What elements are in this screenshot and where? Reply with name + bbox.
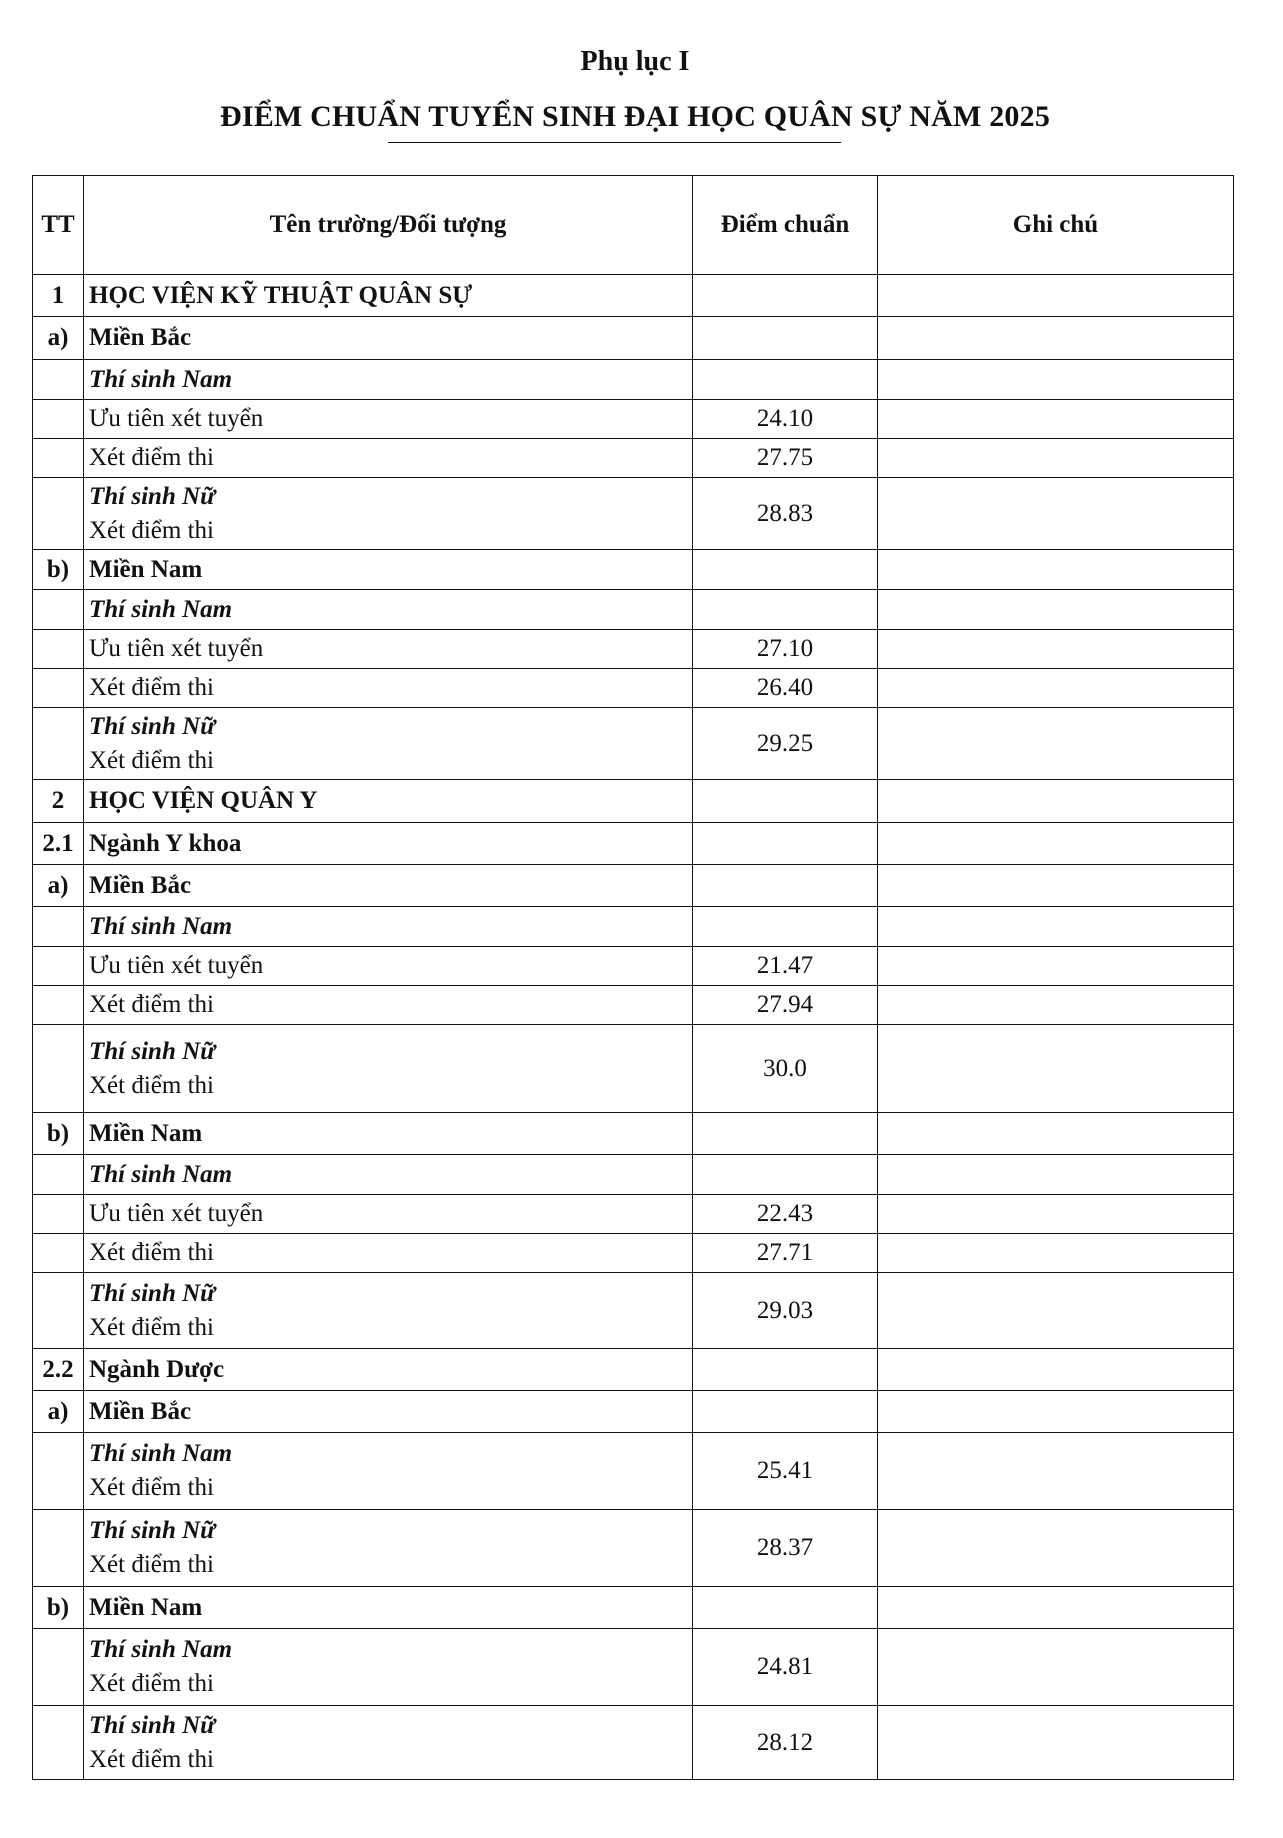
row-score [693,1587,878,1629]
table-row [33,986,1234,1025]
row-tt [33,907,84,947]
row-name [84,1155,693,1195]
row-score: 27.94 [693,986,878,1025]
admission-score-table [32,175,1234,1780]
row-name [84,317,693,360]
row-label: Ưu tiên xét tuyển [89,405,264,432]
row-tt: b) [33,550,84,590]
row-score [693,317,878,360]
row-note [878,907,1234,947]
table-row [33,1433,1234,1510]
table-row [33,400,1234,439]
row-note [878,439,1234,478]
row-label: Thí sinh Nữ [89,1279,216,1307]
row-tt: 2.2 [33,1349,84,1391]
table-row [33,1587,1234,1629]
row-note [878,1025,1234,1113]
row-score [693,865,878,907]
row-tt [33,1025,84,1113]
row-name [84,823,693,865]
row-label: Miền Nam [89,1119,203,1147]
row-sublabel: Xét điểm thi [89,1551,214,1578]
row-score: 29.25 [693,708,878,780]
row-label: Thí sinh Nam [89,1636,233,1663]
row-name [84,1195,693,1234]
row-score: 30.0 [693,1025,878,1113]
row-note [878,1706,1234,1780]
row-score: 24.10 [693,400,878,439]
row-label: Thí sinh Nữ [89,712,216,740]
row-score: 28.12 [693,1706,878,1780]
table-header [33,176,1234,275]
row-note [878,400,1234,439]
row-label: Miền Bắc [89,871,192,899]
row-tt [33,947,84,986]
row-note [878,590,1234,630]
row-tt [33,400,84,439]
row-score: 27.10 [693,630,878,669]
row-tt [33,1273,84,1349]
row-name [84,1349,693,1391]
row-sublabel: Xét điểm thi [89,1745,214,1773]
table-row [33,907,1234,947]
row-label: Thí sinh Nữ [89,1517,216,1544]
row-label: Miền Bắc [89,1397,192,1425]
header-note: Ghi chú [878,176,1234,275]
row-name [84,439,693,478]
row-note [878,708,1234,780]
row-label: Miền Bắc [89,324,192,351]
row-tt: 1 [33,275,84,317]
row-name [84,630,693,669]
table-row [33,478,1234,550]
row-tt [33,1433,84,1510]
row-score [693,823,878,865]
row-note [878,1629,1234,1706]
row-name [84,1510,693,1587]
row-note [878,360,1234,400]
row-name [84,1113,693,1155]
row-name [84,275,693,317]
row-score: 21.47 [693,947,878,986]
row-tt [33,630,84,669]
table-row [33,1195,1234,1234]
row-score [693,590,878,630]
row-tt [33,478,84,550]
table-row [33,1025,1234,1113]
row-tt [33,1234,84,1273]
table-row [33,947,1234,986]
row-score [693,907,878,947]
row-note [878,986,1234,1025]
row-tt [33,1629,84,1706]
row-name [84,1273,693,1349]
row-name [84,360,693,400]
table-row [33,360,1234,400]
header-name: Tên trường/Đối tượng [84,176,693,275]
row-tt [33,439,84,478]
row-label: HỌC VIỆN KỸ THUẬT QUÂN SỰ [89,281,473,309]
row-name [84,669,693,708]
row-label: Thí sinh Nữ [89,482,216,510]
table-row [33,1113,1234,1155]
table-row [33,1234,1234,1273]
table-row [33,439,1234,478]
row-note [878,1155,1234,1195]
row-score: 27.71 [693,1234,878,1273]
row-note [878,317,1234,360]
row-note [878,1433,1234,1510]
row-tt: 2 [33,780,84,823]
row-tt: b) [33,1587,84,1629]
page-title: ĐIỂM CHUẨN TUYỂN SINH ĐẠI HỌC QUÂN SỰ NĂM 2025 [219,100,1051,133]
row-name [84,780,693,823]
row-score [693,1155,878,1195]
row-tt: a) [33,1391,84,1433]
row-sublabel: Xét điểm thi [89,1474,214,1501]
row-note [878,1349,1234,1391]
row-name [84,907,693,947]
row-name [84,1391,693,1433]
row-score [693,780,878,823]
row-label: Ưu tiên xét tuyển [89,952,264,979]
row-tt: 2.1 [33,823,84,865]
row-label: HỌC VIỆN QUÂN Y [89,787,318,814]
row-label: Miền Nam [89,555,203,583]
table-row [33,865,1234,907]
table-row [33,1510,1234,1587]
row-tt: b) [33,1113,84,1155]
row-tt [33,669,84,708]
row-label: Ưu tiên xét tuyển [89,635,264,662]
row-label: Ngành Dược [89,1355,225,1383]
row-note [878,1273,1234,1349]
row-score: 27.75 [693,439,878,478]
row-label: Thí sinh Nữ [89,1711,216,1739]
row-note [878,947,1234,986]
row-name [84,1025,693,1113]
row-note [878,1510,1234,1587]
row-score: 29.03 [693,1273,878,1349]
row-note [878,865,1234,907]
row-name [84,947,693,986]
table-row [33,590,1234,630]
row-label: Xét điểm thi [89,674,214,701]
row-label: Thí sinh Nam [89,1440,233,1467]
row-note [878,1587,1234,1629]
table-row [33,1273,1234,1349]
table-row [33,669,1234,708]
row-name [84,1706,693,1780]
row-label: Thí sinh Nam [89,912,233,940]
row-note [878,1195,1234,1234]
row-name [84,550,693,590]
table-row [33,317,1234,360]
row-sublabel: Xét điểm thi [89,1670,214,1697]
row-score: 28.37 [693,1510,878,1587]
row-label: Ngành Y khoa [89,829,242,857]
row-note [878,275,1234,317]
row-label: Thí sinh Nam [89,365,233,393]
row-label: Miền Nam [89,1593,203,1621]
header-tt: TT [33,176,84,275]
row-name [84,1629,693,1706]
row-score: 25.41 [693,1433,878,1510]
row-tt: a) [33,317,84,360]
row-note [878,1113,1234,1155]
row-sublabel: Xét điểm thi [89,1071,214,1099]
row-label: Thí sinh Nam [89,1160,233,1188]
table-row [33,550,1234,590]
row-name [84,590,693,630]
table-row [33,275,1234,317]
row-name [84,1433,693,1510]
row-note [878,1391,1234,1433]
table-row [33,1706,1234,1780]
row-label: Thí sinh Nam [89,595,233,623]
row-tt [33,590,84,630]
appendix-title: Phụ lục I [580,46,690,77]
row-tt [33,708,84,780]
row-tt [33,1510,84,1587]
table-row [33,1155,1234,1195]
row-note [878,780,1234,823]
row-sublabel: Xét điểm thi [89,1313,214,1341]
table-row [33,1629,1234,1706]
row-label: Xét điểm thi [89,444,214,471]
table-row [33,823,1234,865]
row-score: 24.81 [693,1629,878,1706]
row-note [878,550,1234,590]
row-sublabel: Xét điểm thi [89,516,214,544]
row-name [84,400,693,439]
row-label: Xét điểm thi [89,991,214,1018]
row-tt [33,1155,84,1195]
row-score [693,1391,878,1433]
row-tt [33,1195,84,1234]
row-tt: a) [33,865,84,907]
row-score [693,360,878,400]
row-name [84,986,693,1025]
row-tt [33,986,84,1025]
row-name [84,1587,693,1629]
row-note [878,1234,1234,1273]
header-score: Điểm chuẩn [693,176,878,275]
row-note [878,478,1234,550]
row-score [693,1113,878,1155]
row-score [693,550,878,590]
row-name [84,478,693,550]
table-body [33,275,1234,1780]
row-name [84,865,693,907]
row-name [84,1234,693,1273]
row-score [693,275,878,317]
row-label: Ưu tiên xét tuyển [89,1200,264,1227]
row-label: Xét điểm thi [89,1239,214,1266]
row-score [693,1349,878,1391]
table-row [33,1349,1234,1391]
row-note [878,630,1234,669]
row-score: 26.40 [693,669,878,708]
row-score: 22.43 [693,1195,878,1234]
row-tt [33,1706,84,1780]
row-tt [33,360,84,400]
row-score: 28.83 [693,478,878,550]
title-underline [388,142,841,143]
row-label: Thí sinh Nữ [89,1037,216,1065]
table-row [33,780,1234,823]
table-row [33,1391,1234,1433]
row-note [878,823,1234,865]
row-name [84,708,693,780]
table-row [33,630,1234,669]
table-row [33,708,1234,780]
row-sublabel: Xét điểm thi [89,746,214,774]
row-note [878,669,1234,708]
